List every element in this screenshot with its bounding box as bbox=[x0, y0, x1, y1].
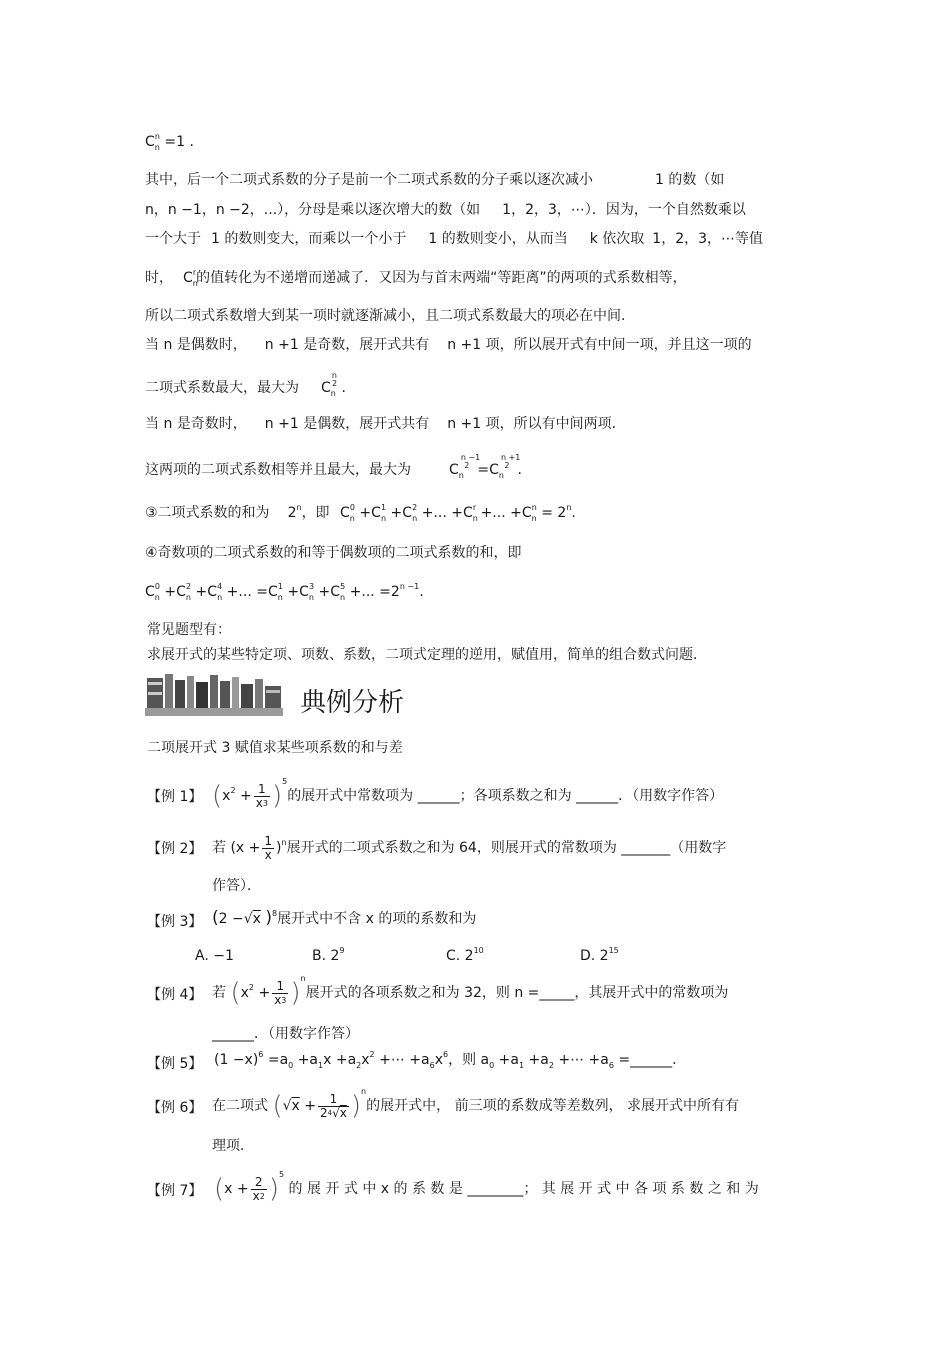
text-line: 一个大于 1 的数则变大，而乘以一个小于 1 的数则变小，从而当 k 依次取 1，2，3，⋯等值 bbox=[145, 231, 764, 247]
example-4: 若 ($x^2$ + $\frac{1}{x^3}$ )$^n$展开式的各项系数之和为 32，则 n =_____，其展开式中的常数项为 bbox=[212, 974, 729, 1008]
text-line: 当 n 是奇数时， n +1 是偶数，展开式共有 n +1 项，所以有中间两项． bbox=[145, 416, 626, 432]
example-2: 若 (x + $\frac{1}{x}$ )$^n$展开式的二项式系数之和为 64，则展开式的常数项为 _______（用数字 bbox=[212, 833, 727, 862]
section-subheading: 二项展开式 3 赋值求某些项系数的和与差 bbox=[147, 740, 403, 756]
text-line: 当 n 是偶数时， n +1 是奇数，展开式共有 n +1 项，所以展开式有中间一项，并且这一项的 bbox=[145, 337, 752, 353]
example-4-cont: ______．（用数字作答） bbox=[212, 1026, 359, 1042]
example-2-cont: 作答）． bbox=[212, 878, 261, 894]
text-line: 常见题型有： bbox=[147, 622, 231, 638]
text-line: ③二项式系数的和为 2$^n$，即 $C_n^0 +C_n^1 +C_n^2$ +... $+C_n^r$ +... $+C_n^n = 2^n$. bbox=[145, 503, 576, 523]
text-line: 其中，后一个二项式系数的分子是前一个二项式系数的分子乘以逐次减小 1 的数（如 bbox=[145, 172, 725, 188]
example-5: $(1 -x)^6 =a_0 +a_1x +a_2x^2$ +⋯ $+a_6x^6$，则 $a_0 +a_1 +a_2$ +⋯ $+a_6$ =______. bbox=[214, 1050, 677, 1070]
formula-odd-even: $C_n^0 +C_n^2 +C_n^4$ +... $=C_n^1 +C_n^3 +C_n^5$ +... $=2^{n -1}$. bbox=[145, 582, 424, 602]
text-line: n，n −1，n −2，...），分母是乘以逐次增大的数（如 1，2，3，⋯）．因为，一个自然数乘以 bbox=[145, 202, 746, 218]
text-line: 二项式系数最大，最大为 $C_n^{n2}$ . bbox=[145, 371, 346, 398]
example-label: 【例 3】 bbox=[147, 914, 203, 930]
option-c[interactable]: C. $2^{10}$ bbox=[446, 946, 484, 964]
option-b[interactable]: B. $2^9$ bbox=[312, 946, 345, 964]
example-label: 【例 6】 bbox=[147, 1100, 203, 1116]
example-1: ($x^2$ + $\frac{1}{x^3}$ )$^5$的展开式中常数项为 ______；各项系数之和为 ______．（用数字作答） bbox=[212, 777, 724, 811]
example-label: 【例 1】 bbox=[147, 789, 203, 805]
text-line: ④奇数项的二项式系数的和等于偶数项的二项式系数的和，即 bbox=[145, 545, 522, 561]
books-icon bbox=[145, 672, 283, 718]
example-label: 【例 2】 bbox=[147, 841, 203, 857]
formula-cnn: $C_n^n =1$ . bbox=[145, 132, 194, 152]
text-line: 所以二项式系数增大到某一项时就逐渐减小，且二项式系数最大的项必在中间． bbox=[145, 308, 635, 324]
example-label: 【例 5】 bbox=[147, 1056, 203, 1072]
text-line: 时， $C_n^r$的值转化为不递增而递减了．又因为与首末两端“等距离”的两项的式系数相等， bbox=[145, 268, 687, 288]
example-3: (2 −√x )$^8$展开式中不含 x 的项的系数和为 bbox=[212, 908, 477, 928]
text-line: 求展开式的某些特定项、项数、系数，二项式定理的逆用，赋值用，简单的组合数式问题． bbox=[147, 647, 707, 663]
option-a[interactable]: A. −1 bbox=[195, 948, 234, 964]
text-line: 这两项的二项式系数相等并且最大，最大为 $C_n^{n -12} =C_n^{n +12}$ . bbox=[145, 453, 522, 480]
example-label: 【例 7】 bbox=[147, 1183, 203, 1199]
example-label: 【例 4】 bbox=[147, 987, 203, 1003]
option-d[interactable]: D. $2^{15}$ bbox=[580, 946, 619, 964]
example-7: (x + $\frac{2}{x^2}$ )$^5$ 的 展 开 式 中 x 的 系 数 是 ________； 其 展 开 式 中 各 项 系 数 之 和 为 bbox=[214, 1170, 759, 1204]
example-6: 在二项式 (√x + $\frac{1}{2^4√x}$ )$^n$的展开式中， 前三项的系数成等差数列， 求展开式中所有有 bbox=[212, 1087, 740, 1121]
example-6-cont: 理项． bbox=[212, 1138, 254, 1154]
section-heading: 典例分析 bbox=[300, 688, 405, 718]
